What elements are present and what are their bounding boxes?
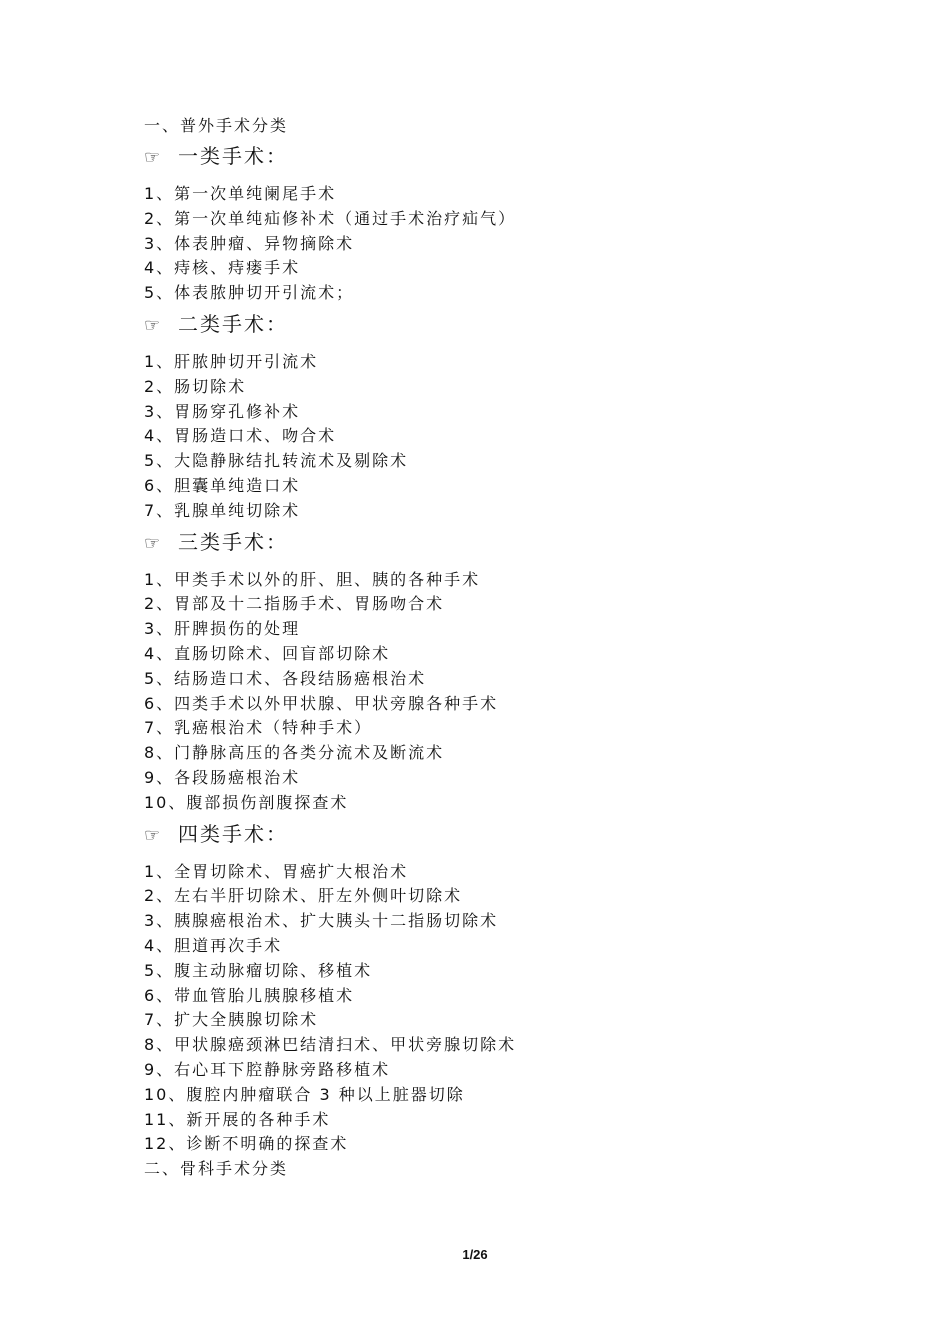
list-item: 6、四类手术以外甲状腺、甲状旁腺各种手术 [144,693,499,713]
page-number: 1/26 [462,1247,488,1262]
pointing-hand-icon: ☞ [144,532,161,554]
category-heading [144,140,844,172]
list-item: 2、胃部及十二指肠手术、胃肠吻合术 [144,594,445,614]
list-item: 6、带血管胎儿胰腺移植术 [144,985,355,1005]
list-item: 2、第一次单纯疝修补术（通过手术治疗疝气） [144,208,517,228]
list-item: 3、肝脾损伤的处理 [144,619,301,639]
list-item: 3、胰腺癌根治术、扩大胰头十二指肠切除术 [144,911,499,931]
list-item: 4、痔核、痔瘘手术 [144,258,301,278]
category-heading [144,526,844,558]
list-item: 6、胆囊单纯造口术 [144,475,301,495]
section-title: 一、普外手术分类 [144,116,289,135]
list-item: 5、体表脓肿切开引流术； [144,283,355,303]
category-heading-text: 四类手术： [178,821,288,846]
list-item: 10、腹腔内肿瘤联合 3 种以上脏器切除 [144,1084,465,1104]
list-item: 5、结肠造口术、各段结肠癌根治术 [144,668,427,688]
category-block [144,140,844,306]
list-item: 5、大隐静脉结扎转流术及剔除术 [144,451,409,471]
category-heading-text: 二类手术： [178,311,288,336]
category-heading-text: 一类手术： [178,144,288,168]
list-item: 2、左右半肝切除术、肝左外侧叶切除术 [144,886,463,906]
list-item: 3、体表肿瘤、异物摘除术 [144,233,355,253]
pointing-hand-icon: ☞ [144,147,161,168]
category-heading-text: 三类手术： [178,529,288,554]
list-item: 2、肠切除术 [144,376,247,396]
list-item: 7、乳腺单纯切除术 [144,500,301,520]
list-item: 8、甲状腺癌颈淋巴结清扫术、甲状旁腺切除术 [144,1035,517,1055]
pointing-hand-icon: ☞ [144,824,161,846]
section-title: 二、骨科手术分类 [144,1159,289,1179]
list-item: 11、新开展的各种手术 [144,1109,331,1129]
list-item: 8、门静脉高压的各类分流术及断流术 [144,743,445,763]
list-item: 1、第一次单纯阑尾手术 [144,184,337,203]
category-block [144,308,844,524]
list-item: 7、扩大全胰腺切除术 [144,1010,319,1030]
list-item: 12、诊断不明确的探查术 [144,1134,349,1154]
pointing-hand-icon: ☞ [144,314,161,336]
category-block [144,818,844,1158]
category-heading [144,818,844,850]
list-item: 4、直肠切除术、回盲部切除术 [144,643,391,663]
list-item: 1、肝脓肿切开引流术 [144,351,319,371]
list-item: 3、胃肠穿孔修补术 [144,401,301,421]
list-item: 4、胃肠造口术、吻合术 [144,426,337,446]
list-item: 7、乳癌根治术（特种手术） [144,718,373,738]
category-block [144,526,844,816]
list-item: 1、全胃切除术、胃癌扩大根治术 [144,861,409,881]
list-item: 10、腹部损伤剖腹探查术 [144,792,349,812]
list-item: 4、胆道再次手术 [144,935,283,955]
category-heading [144,308,844,340]
list-item: 5、腹主动脉瘤切除、移植术 [144,960,373,980]
list-item: 9、各段肠癌根治术 [144,767,301,787]
list-item: 9、右心耳下腔静脉旁路移植术 [144,1059,391,1079]
list-item: 1、甲类手术以外的肝、胆、胰的各种手术 [144,569,481,589]
document-body [144,114,844,1181]
